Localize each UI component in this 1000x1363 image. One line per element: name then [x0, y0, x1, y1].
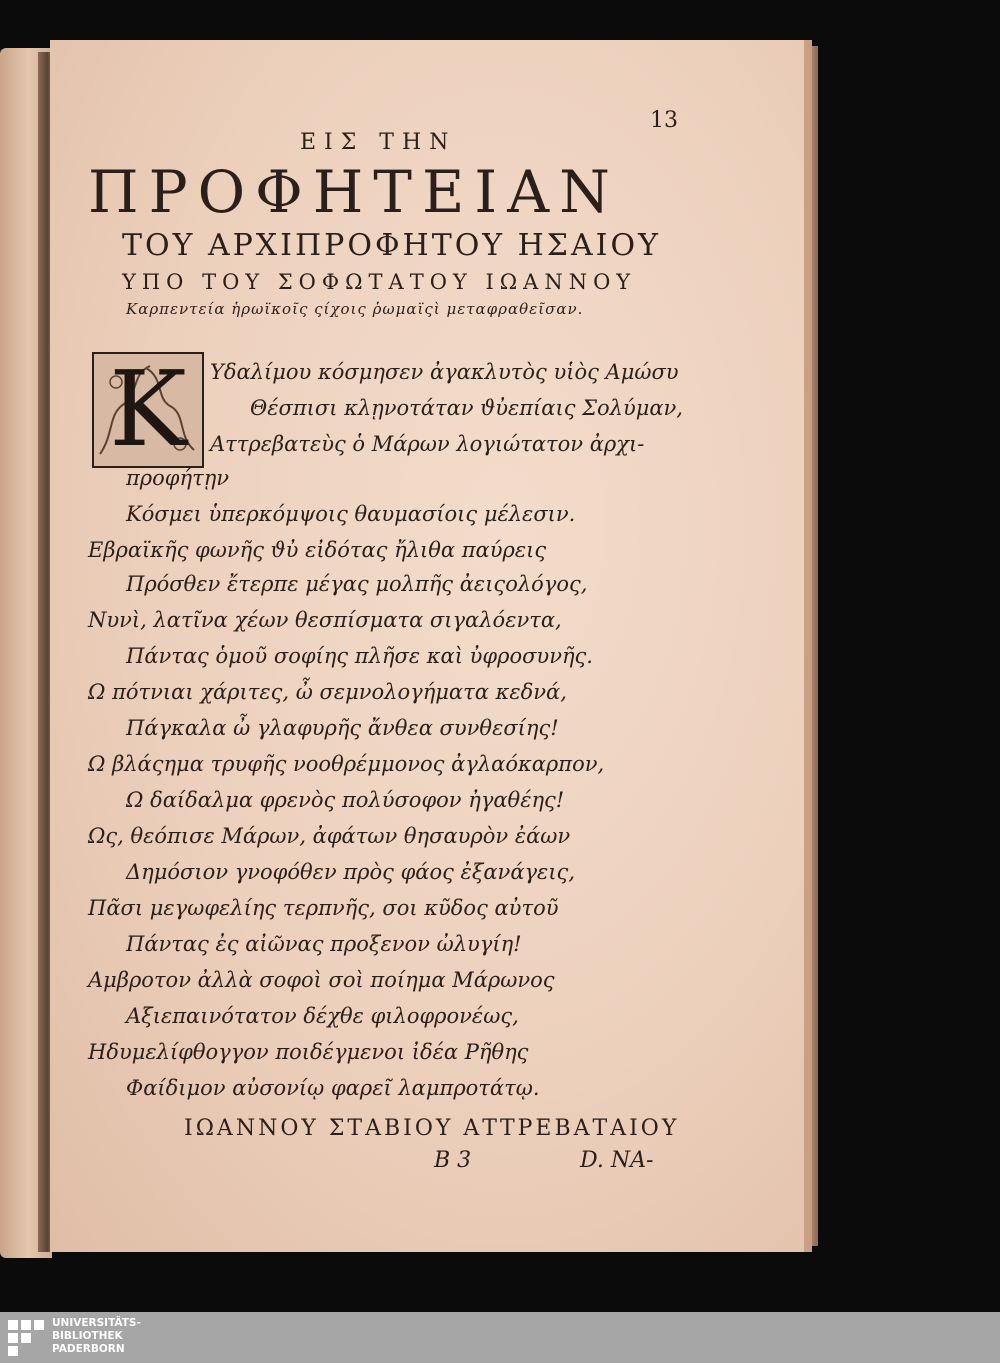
verse-line: Πᾶσι μεγωφελίης τερπνῆς, σοι κῦδος αὐτοῦ	[88, 896, 559, 920]
signature-mark: B 3	[434, 1148, 472, 1173]
verse-line: Πάγκαλα ὦ γλαφυρῆς ἄνθεα συνθεσίης!	[126, 716, 559, 740]
verse-line: Κόσμει ὑπερκόμψοις θαυμασίοις μέλεσιν.	[126, 502, 576, 526]
verse-line: Αμβροτον ἀλλὰ σοφοὶ σοὶ ποίημα Μάρωνος	[88, 968, 555, 992]
verse-line: Ω πότνιαι χάριτες, ὦ σεμνολογήματα κεδνά,	[88, 680, 567, 704]
verse-line: Ως, θεόπισε Μάρων, ἀφάτων θησαυρὸν ἐάων	[88, 824, 571, 848]
verse-line: Νυνὶ, λατῖνα χέων θεσπίσματα σιγαλόεντα,	[88, 608, 562, 632]
page-title: ΠΡΟΦΗΤΕΙΑΝ	[88, 158, 620, 226]
library-logo-icon	[6, 1318, 46, 1358]
catchword: D. NA-	[580, 1148, 654, 1173]
page-number: 13	[650, 108, 678, 133]
verse-line: Θέσπισι κλῃνοτάταν ϑὐεπίαις Σολύμαν,	[250, 396, 683, 420]
decorated-initial	[92, 348, 204, 470]
initial-letter: K	[109, 348, 187, 470]
verse-line: προφήτῃν	[126, 466, 230, 490]
heading-small: ΕΙΣ ΤΗΝ	[300, 130, 457, 155]
verse-line: Υδαλίμου κόσμησεν ἀγακλυτὸς υἱὸς Αμώσυ	[210, 360, 679, 384]
verse-line: Δημόσιον γνοφόθεν πρὸς φάος ἐξανάγεις,	[126, 860, 575, 884]
verse-line: Αξιεπαινότατον δέχθε φιλοφρονέως,	[126, 1004, 519, 1028]
verse-line: Ω δαίδαλμα φρενὸς πολύσοφον ἠγαθέης!	[126, 788, 565, 812]
verse-line: Πρόσθεν ἔτερπε μέγας μολπῆς ἀειςολόγος,	[126, 572, 588, 596]
subtitle-author: ΤΟΥ ΑΡΧΙΠΡΟΦΗΤΟΥ ΗΣΑΙΟΥ	[122, 228, 661, 263]
library-footer	[0, 1312, 1000, 1363]
verse-line: Πάντας ἐς αἰῶνας προξενον ὠλυγίη!	[126, 932, 522, 956]
subtitle-note: Καρπεντεία ἡρωϊκοῖς ςίχοις ῥωμαϊςὶ μεταφραθεῖσαν.	[126, 300, 584, 318]
verse-line: Αττρεβατεὺς ὁ Μάρων λογιώτατον ἀρχι-	[210, 432, 645, 456]
library-name: UNIVERSITÄTS- BIBLIOTHEK PADERBORN	[52, 1317, 141, 1355]
verse-line: Φαίδιμον αὐσονίῳ φαρεῖ λαμπροτάτῳ.	[126, 1076, 540, 1100]
author-signature: ΙΩΑΝΝΟΥ ΣΤΑΒΙΟΥ ΑΤΤΡΕΒΑΤΑΙΟΥ	[184, 1116, 680, 1141]
verse-line: Ηδυμελίφθογγον ποιδέγμενοι ἰδέα Ρῆθης	[88, 1040, 529, 1064]
verse-line: Ω βλάςημα τρυφῆς νοοθρέμμονος ἀγλαόκαρπον,	[88, 752, 605, 776]
subtitle-translator: ΥΠΟ ΤΟΥ ΣΟΦΩΤΑΤΟΥ ΙΩΑΝΝΟΥ	[122, 270, 637, 294]
verse-line: Πάντας ὁμοῦ σοφίης πλῆσε καὶ ὐφροσυνῆς.	[126, 644, 593, 668]
verse-line: Εβραϊκῆς φωνῆς ϑὐ εἰδότας ἤλιθα παύρεις	[88, 538, 547, 562]
